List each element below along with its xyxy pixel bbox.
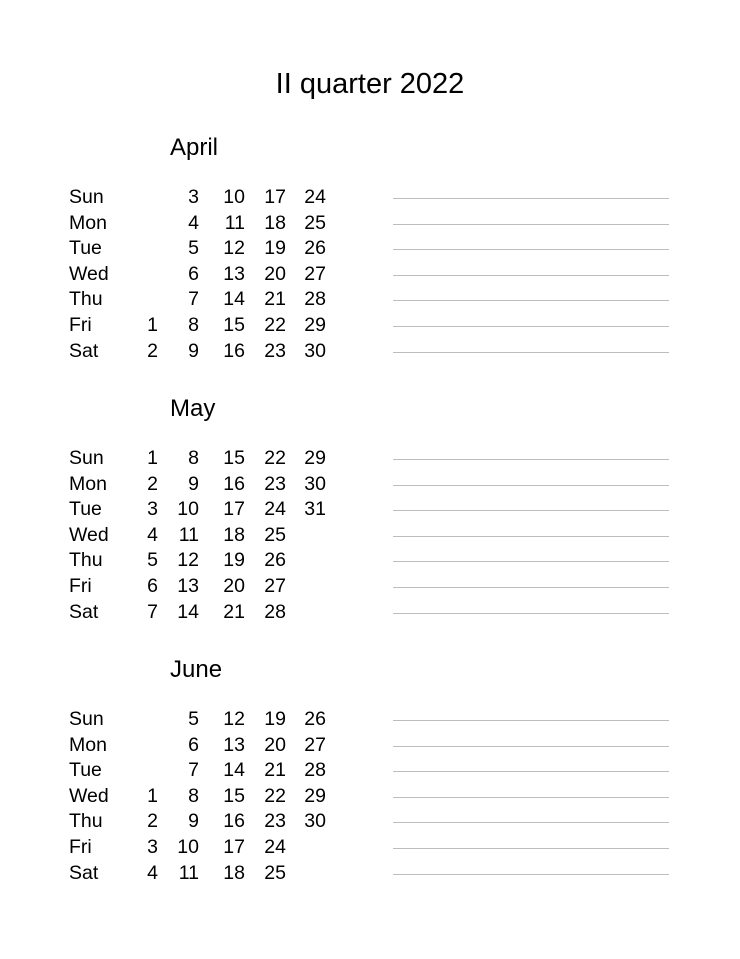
day-number: 29: [304, 447, 326, 469]
day-number: 21: [223, 600, 245, 623]
week-row: [0, 548, 380, 573]
day-number: 3: [147, 498, 158, 521]
day-number: 1: [147, 447, 158, 469]
day-number: 9: [188, 339, 199, 362]
day-number: 4: [147, 523, 158, 546]
day-number: 20: [264, 733, 286, 756]
note-line: [393, 198, 669, 199]
month-name: April: [170, 134, 219, 161]
day-number: 22: [264, 314, 286, 336]
day-number: 7: [188, 288, 199, 311]
day-number: 23: [264, 472, 286, 495]
day-number: 13: [223, 262, 245, 285]
day-number: 8: [188, 447, 199, 469]
weekday-label: Sat: [69, 861, 99, 884]
day-number: 17: [264, 186, 286, 208]
day-number: 31: [304, 498, 326, 521]
note-line: [393, 797, 669, 798]
day-number: 13: [177, 575, 199, 597]
day-number: 20: [264, 262, 286, 285]
day-number: 8: [188, 784, 199, 807]
day-number: 7: [147, 600, 158, 623]
note-line: [393, 352, 669, 353]
note-line: [393, 485, 669, 486]
day-number: 5: [188, 237, 199, 260]
note-line: [393, 874, 669, 875]
day-number: 28: [304, 759, 326, 782]
day-number: 24: [304, 186, 326, 208]
day-number: 3: [147, 836, 158, 858]
day-number: 13: [223, 733, 245, 756]
day-number: 16: [223, 810, 245, 833]
day-number: 9: [188, 472, 199, 495]
day-number: 4: [188, 211, 199, 234]
day-number: 1: [147, 784, 158, 807]
day-number: 9: [188, 810, 199, 833]
note-line: [393, 587, 669, 588]
weekday-label: Tue: [69, 759, 102, 782]
month-name: May: [170, 395, 216, 422]
note-line: [393, 275, 669, 276]
weekday-label: Wed: [69, 262, 109, 285]
day-number: 30: [304, 810, 326, 833]
day-number: 25: [264, 523, 286, 546]
week-row: [0, 339, 380, 364]
day-number: 27: [264, 575, 286, 597]
day-number: 6: [188, 262, 199, 285]
note-line: [393, 224, 669, 225]
weekday-label: Fri: [69, 314, 92, 336]
day-number: 2: [147, 810, 158, 833]
day-number: 25: [304, 211, 326, 234]
week-row: [0, 497, 380, 522]
week-row: [0, 758, 380, 783]
weekday-label: Mon: [69, 733, 107, 756]
note-line: [393, 510, 669, 511]
day-number: 26: [304, 708, 326, 730]
day-number: 10: [223, 186, 245, 208]
week-row: [0, 313, 380, 338]
weekday-label: Fri: [69, 836, 92, 858]
day-number: 27: [304, 262, 326, 285]
day-number: 15: [223, 314, 245, 336]
day-number: 10: [177, 836, 199, 858]
day-number: 22: [264, 784, 286, 807]
week-row: [0, 523, 380, 548]
note-line: [393, 771, 669, 772]
weekday-label: Sun: [69, 186, 104, 208]
day-number: 3: [188, 186, 199, 208]
day-number: 17: [223, 498, 245, 521]
day-number: 24: [264, 836, 286, 858]
note-line: [393, 459, 669, 460]
note-line: [393, 822, 669, 823]
day-number: 16: [223, 339, 245, 362]
day-number: 21: [264, 288, 286, 311]
day-number: 11: [178, 523, 199, 546]
note-line: [393, 848, 669, 849]
day-number: 30: [304, 472, 326, 495]
weekday-label: Wed: [69, 523, 109, 546]
weekday-label: Mon: [69, 211, 107, 234]
day-number: 16: [223, 472, 245, 495]
note-line: [393, 720, 669, 721]
weekday-label: Mon: [69, 472, 107, 495]
weekday-label: Sun: [69, 708, 104, 730]
day-number: 18: [223, 861, 245, 884]
day-number: 10: [177, 498, 199, 521]
day-number: 29: [304, 784, 326, 807]
note-line: [393, 536, 669, 537]
day-number: 12: [223, 237, 245, 260]
week-row: [0, 861, 380, 886]
day-number: 14: [223, 288, 245, 311]
weekday-label: Sun: [69, 447, 104, 469]
day-number: 12: [223, 708, 245, 730]
day-number: 29: [304, 314, 326, 336]
week-row: [0, 446, 380, 471]
month-block: [0, 656, 740, 906]
weekday-label: Tue: [69, 237, 102, 260]
day-number: 11: [224, 211, 245, 234]
month-name: June: [170, 656, 223, 683]
day-number: 28: [264, 600, 286, 623]
day-number: 15: [223, 447, 245, 469]
day-number: 21: [264, 759, 286, 782]
note-line: [393, 613, 669, 614]
weekday-label: Fri: [69, 575, 92, 597]
day-number: 1: [147, 314, 158, 336]
day-number: 14: [223, 759, 245, 782]
day-number: 8: [188, 314, 199, 336]
day-number: 5: [147, 549, 158, 572]
weekday-label: Thu: [69, 549, 103, 572]
weekday-label: Wed: [69, 784, 109, 807]
note-line: [393, 561, 669, 562]
week-row: [0, 185, 380, 210]
day-number: 11: [178, 861, 199, 884]
week-row: [0, 809, 380, 834]
weekday-label: Sat: [69, 339, 99, 362]
weekday-label: Tue: [69, 498, 102, 521]
day-number: 30: [304, 339, 326, 362]
day-number: 15: [223, 784, 245, 807]
day-number: 4: [147, 861, 158, 884]
day-number: 22: [264, 447, 286, 469]
weekday-label: Thu: [69, 288, 103, 311]
note-line: [393, 300, 669, 301]
weekday-label: Sat: [69, 600, 99, 623]
week-row: [0, 784, 380, 809]
day-number: 19: [264, 708, 286, 730]
week-row: [0, 707, 380, 732]
day-number: 12: [177, 549, 199, 572]
day-number: 18: [264, 211, 286, 234]
month-block: [0, 395, 740, 645]
day-number: 18: [223, 523, 245, 546]
day-number: 5: [188, 708, 199, 730]
week-row: [0, 574, 380, 599]
week-row: [0, 287, 380, 312]
note-line: [393, 326, 669, 327]
day-number: 25: [264, 861, 286, 884]
week-row: [0, 600, 380, 625]
day-number: 2: [147, 339, 158, 362]
day-number: 24: [264, 498, 286, 521]
day-number: 26: [304, 237, 326, 260]
day-number: 27: [304, 733, 326, 756]
week-row: [0, 835, 380, 860]
day-number: 28: [304, 288, 326, 311]
day-number: 17: [223, 836, 245, 858]
week-row: [0, 733, 380, 758]
day-number: 14: [177, 600, 199, 623]
note-line: [393, 746, 669, 747]
day-number: 23: [264, 810, 286, 833]
page-title: II quarter 2022: [275, 68, 465, 100]
day-number: 7: [188, 759, 199, 782]
day-number: 20: [223, 575, 245, 597]
day-number: 6: [188, 733, 199, 756]
day-number: 2: [147, 472, 158, 495]
week-row: [0, 236, 380, 261]
week-row: [0, 211, 380, 236]
weekday-label: Thu: [69, 810, 103, 833]
day-number: 19: [223, 549, 245, 572]
week-row: [0, 262, 380, 287]
note-line: [393, 249, 669, 250]
day-number: 19: [264, 237, 286, 260]
day-number: 26: [264, 549, 286, 572]
day-number: 23: [264, 339, 286, 362]
month-block: [0, 134, 740, 384]
week-row: [0, 472, 380, 497]
day-number: 6: [147, 575, 158, 597]
